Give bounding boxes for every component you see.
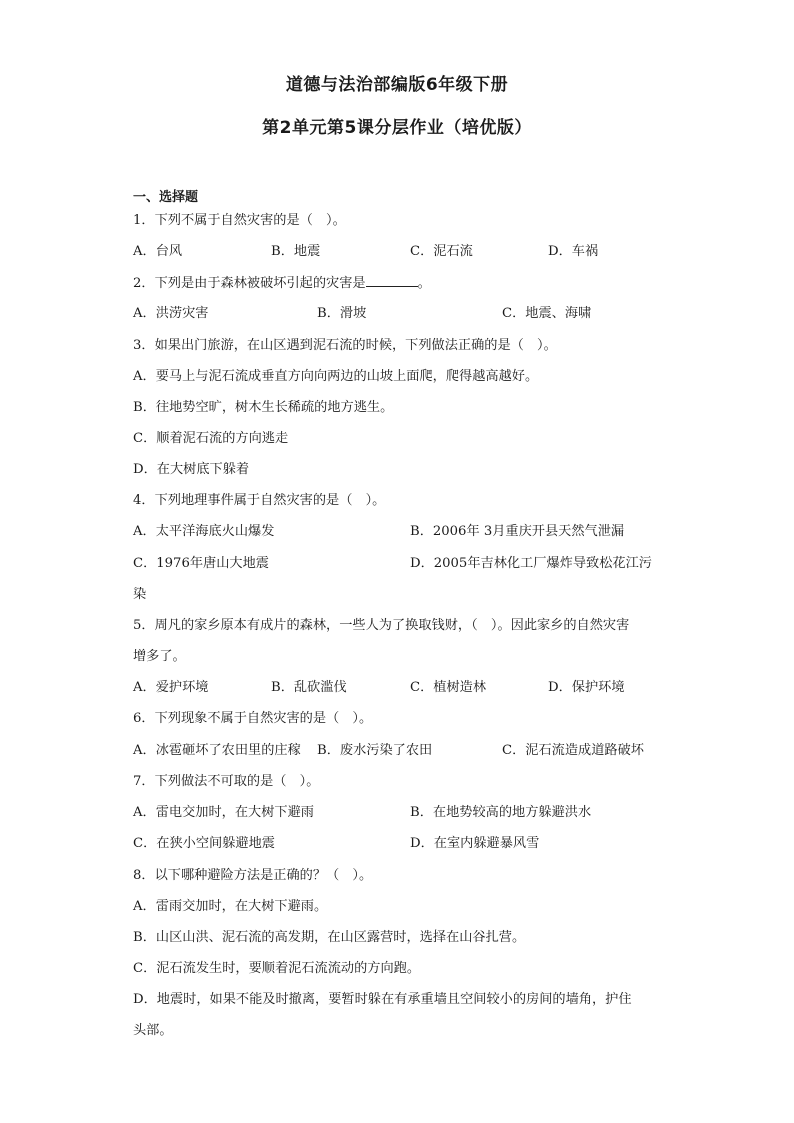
question-1-option-b: B．地震: [271, 244, 321, 259]
question-8-option-d-continued: 头部。: [133, 1023, 173, 1038]
question-6-stem: 6．下列现象不属于自然灾害的是（ ）。: [133, 711, 373, 726]
answer-blank: [366, 273, 418, 287]
question-1-option-c: C．泥石流: [410, 244, 473, 259]
question-8-stem: 8．以下哪种避险方法是正确的？（ ）。: [133, 868, 373, 883]
question-7-option-c: C．在狭小空间躲避地震: [133, 836, 275, 851]
question-7-stem: 7．下列做法不可取的是（ ）。: [133, 774, 320, 789]
question-3-option-d: D．在大树底下躲着: [133, 462, 250, 477]
question-3-option-b: B．往地势空旷，树木生长稀疏的地方逃生。: [133, 400, 394, 415]
question-7-option-d: D．在室内躲避暴风雪: [410, 836, 540, 851]
question-3-option-c: C．顺着泥石流的方向逃走: [133, 431, 289, 446]
question-6-option-b: B．废水污染了农田: [317, 743, 433, 758]
question-4-option-d-continued: 染: [133, 587, 147, 602]
question-2-option-a: A．洪涝灾害: [133, 306, 209, 321]
question-1-option-d: D．车祸: [548, 244, 599, 259]
section-heading: 一、选择题: [133, 190, 199, 205]
question-4-stem: 4．下列地理事件属于自然灾害的是（ ）。: [133, 493, 386, 508]
question-5-option-b: B．乱砍滥伐: [271, 680, 347, 695]
question-4-option-d: D．2005年吉林化工厂爆炸导致松花江污: [410, 556, 652, 571]
question-5-option-d: D．保护环境: [548, 680, 625, 695]
question-8-option-a: A．雷雨交加时，在大树下避雨。: [133, 899, 328, 914]
question-5-option-c: C．植树造林: [410, 680, 487, 695]
question-5-stem: 5．周凡的家乡原本有成片的森林，一些人为了换取钱财，（ ）。因此家乡的自然灾害: [133, 618, 630, 633]
question-4-option-c: C．1976年唐山大地震: [133, 556, 269, 571]
question-4-option-a: A．太平洋海底火山爆发: [133, 524, 275, 539]
question-5-stem-continued: 增多了。: [133, 649, 186, 664]
question-2-option-b: B．滑坡: [317, 306, 367, 321]
question-1-stem: 1．下列不属于自然灾害的是（ ）。: [133, 213, 346, 228]
question-2-stem-text: 2．下列是由于森林被破坏引起的灾害是: [133, 276, 366, 291]
question-2-stem-end: 。: [417, 276, 431, 291]
question-1-option-a: A．台风: [133, 244, 183, 259]
question-5-option-a: A．爱护环境: [133, 680, 209, 695]
question-2-option-c: C．地震、海啸: [502, 306, 592, 321]
question-2-stem: [133, 273, 431, 294]
document-title: 道德与法治部编版6年级下册: [285, 75, 509, 95]
question-3-stem: 3．如果出门旅游，在山区遇到泥石流的时候，下列做法正确的是（ ）。: [133, 338, 557, 353]
document-subtitle: 第2单元第5课分层作业（培优版）: [262, 118, 532, 138]
question-7-option-b: B．在地势较高的地方躲避洪水: [410, 805, 592, 820]
question-7-option-a: A．雷电交加时，在大树下避雨: [133, 805, 314, 820]
question-8-option-b: B．山区山洪、泥石流的高发期，在山区露营时，选择在山谷扎营。: [133, 930, 526, 945]
question-8-option-c: C．泥石流发生时，要顺着泥石流流动的方向跑。: [133, 961, 421, 976]
question-6-option-a: A．冰雹砸坏了农田里的庄稼: [133, 743, 301, 758]
question-4-option-b: B．2006年 3月重庆开县天然气泄漏: [410, 524, 625, 539]
question-8-option-d: D．地震时，如果不能及时撤离，要暂时躲在有承重墙且空间较小的房间的墙角，护住: [133, 992, 632, 1007]
question-3-option-a: A．要马上与泥石流成垂直方向向两边的山坡上面爬，爬得越高越好。: [133, 369, 539, 384]
question-6-option-c: C．泥石流造成道路破坏: [502, 743, 644, 758]
